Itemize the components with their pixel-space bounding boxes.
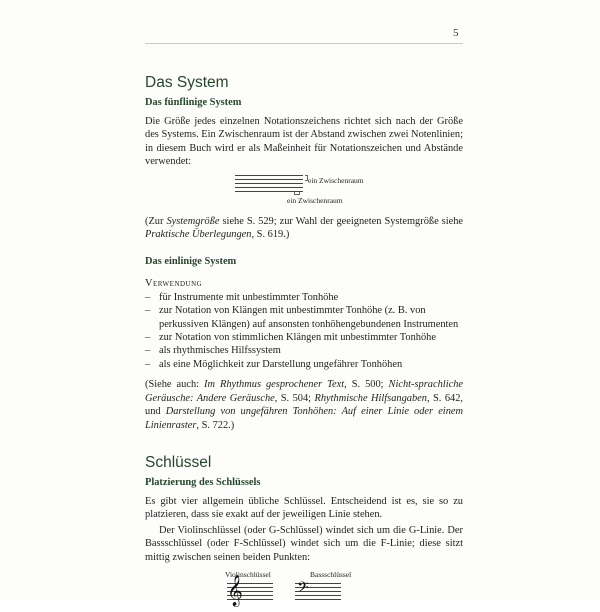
page-number: 5 [453,27,459,39]
subheading-clef-placement: Platzierung des Schlüssels [145,476,261,488]
staff-line [235,187,303,188]
subheading-five-line-staff: Das fünflinige System [145,97,242,108]
see-also-note: (Siehe auch: Im Rhythmus gesprochener Text, S. 500; Nicht-sprachliche Geräusche: Andere Geräusche, S. 504; Rhythmische Hilfsangaben, S. 642, und Darstellung von ungefähren Tonhöhen: Auf einer Linie oder einem Linienraster, S. 722.) [145,379,464,431]
clef-figure [145,568,463,612]
bass-staff [295,578,341,600]
header-rule [145,43,463,44]
usage-label: Verwendung [145,278,203,290]
figure-label-right: ein Zwischenraum [308,175,364,185]
list-item: – zur Notation von stimmlichen Klängen mit unbestimmter Tonhöhe [145,331,463,344]
treble-clef-icon: 𝄞 [227,574,243,606]
paragraph-clef-detail: Der Violinschlüssel (oder G-Schlüssel) windet sich um die G-Linie. Der Bassschlüssel (oder F-Schlüssel) windet sich um die F-Linie; diese sitzt mittig zwischen seinen beiden Punkten: [145,524,463,563]
figure-label-below: ein Zwischenraum [287,195,343,205]
section-title-clefs: Schlüssel [145,453,212,471]
usage-list [145,291,463,371]
staff-line [235,175,303,176]
treble-staff [227,574,273,606]
treble-clef-caption: Violinschlüssel [225,569,271,579]
list-item: – als eine Möglichkeit zur Darstellung ungefährer Tonhöhen [145,358,463,371]
bass-clef-icon: 𝄢 [297,578,309,600]
list-item: – als rhythmisches Hilfssystem [145,344,463,357]
five-line-staff [235,175,303,191]
page-content [145,60,463,612]
paragraph-staff-size: Die Größe jedes einzelnen Notationszeichens richtet sich nach der Größe des Systems. Ein Zwischenraum ist der Abstand zwischen zwei Notenlinien; in diesem Buch wird er als Maßeinheit für Notationszeichen und Abstände verwendet: [145,116,464,168]
paragraph-clef-intro: Es gibt vier allgemein übliche Schlüssel. Entscheidend ist es, sie so zu platzieren, dass sie exakt auf der jeweiligen Linie stehen. [145,495,463,521]
bass-clef-caption: Bassschlüssel [310,569,352,579]
staff-line [235,191,303,192]
space-bracket-below [294,192,300,195]
list-item: – zur Notation von Klängen mit unbestimmter Tonhöhe (z. B. von perkussiven Klängen) auf ansonsten tonhöhengebundenen Instrumenten [145,304,463,331]
staff-space-figure [145,173,463,209]
subheading-single-line-staff: Das einlinige System [145,256,237,268]
staff-line [235,179,303,180]
section-title-system: Das System [145,74,229,91]
staff-line [235,183,303,184]
note-system-size: (Zur Systemgröße siehe S. 529; zur Wahl der geeigneten Systemgröße siehe Praktische Überlegungen, S. 619.) [145,215,464,241]
list-item: – für Instrumente mit unbestimmter Tonhöhe [145,291,463,304]
